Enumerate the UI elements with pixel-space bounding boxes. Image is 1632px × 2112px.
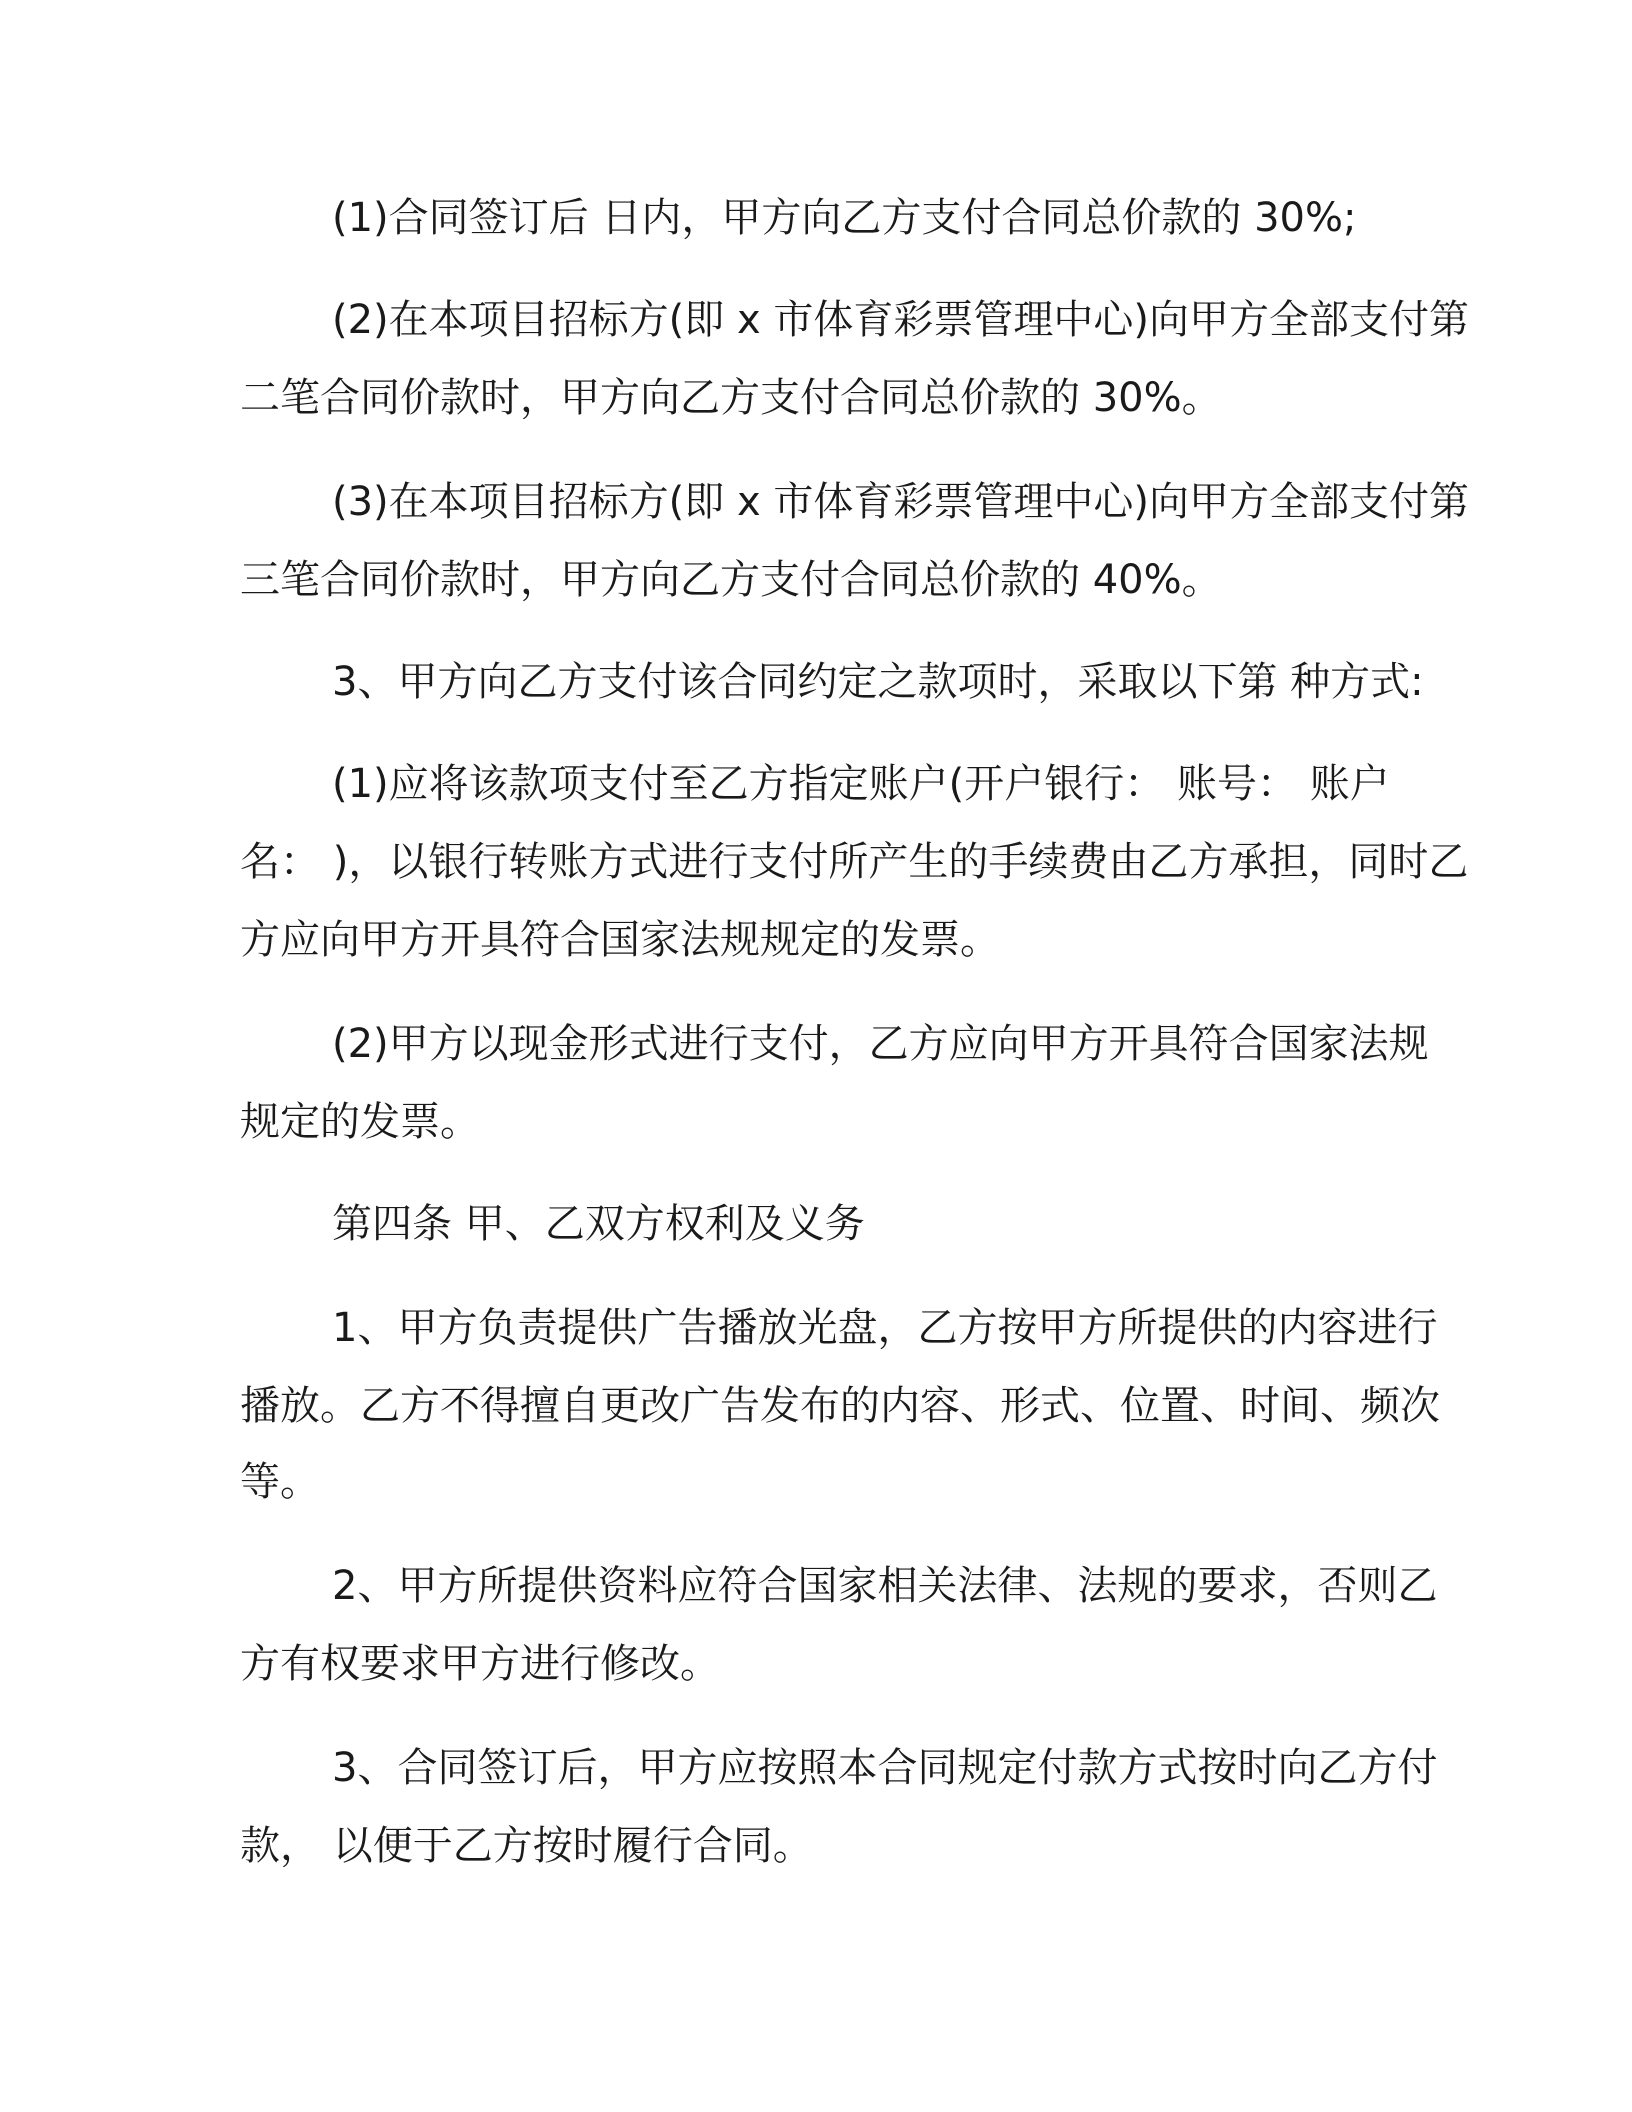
payment-method-1-line-1: (1)应将该款项支付至乙方指定账户(开户银行： 账号： 账户 [332,761,1390,807]
payment-clause-2-line-1: (2)在本项目招标方(即 x 市体育彩票管理中心)向甲方全部支付第 [332,297,1469,343]
payment-method-1-line-3: 方应向甲方开具符合国家法规规定的发票。 [240,917,1000,963]
payment-method-1-line-2: 名： )，以银行转账方式进行支付所产生的手续费由乙方承担，同时乙 [240,839,1469,885]
payment-clause-3-line-2: 三笔合同价款时，甲方向乙方支付合同总价款的 40%。 [240,557,1222,603]
payment-method-2-line-2: 规定的发票。 [240,1099,480,1145]
obligation-1-line-1: 1、甲方负责提供广告播放光盘，乙方按甲方所提供的内容进行 [332,1305,1438,1351]
obligation-2-line-1: 2、甲方所提供资料应符合国家相关法律、法规的要求，否则乙 [332,1563,1438,1609]
obligation-3-line-2: 款， 以便于乙方按时履行合同。 [240,1823,813,1869]
obligation-1-line-2: 播放。乙方不得擅自更改广告发布的内容、形式、位置、时间、频次 [240,1383,1440,1429]
payment-method-2-line-1: (2)甲方以现金形式进行支付，乙方应向甲方开具符合国家法规 [332,1021,1429,1067]
payment-clause-3-line-1: (3)在本项目招标方(即 x 市体育彩票管理中心)向甲方全部支付第 [332,479,1469,525]
payment-clause-2-line-2: 二笔合同价款时，甲方向乙方支付合同总价款的 30%。 [240,375,1222,421]
obligation-3-line-1: 3、合同签订后，甲方应按照本合同规定付款方式按时向乙方付 [332,1745,1438,1791]
article-four-heading: 第四条 甲、乙双方权利及义务 [332,1201,865,1247]
obligation-1-line-3: 等。 [240,1459,320,1505]
obligation-2-line-2: 方有权要求甲方进行修改。 [240,1641,720,1687]
payment-method-heading: 3、甲方向乙方支付该合同约定之款项时，采取以下第 种方式: [332,659,1424,705]
payment-clause-1-line: (1)合同签订后 日内，甲方向乙方支付合同总价款的 30%; [332,195,1357,241]
